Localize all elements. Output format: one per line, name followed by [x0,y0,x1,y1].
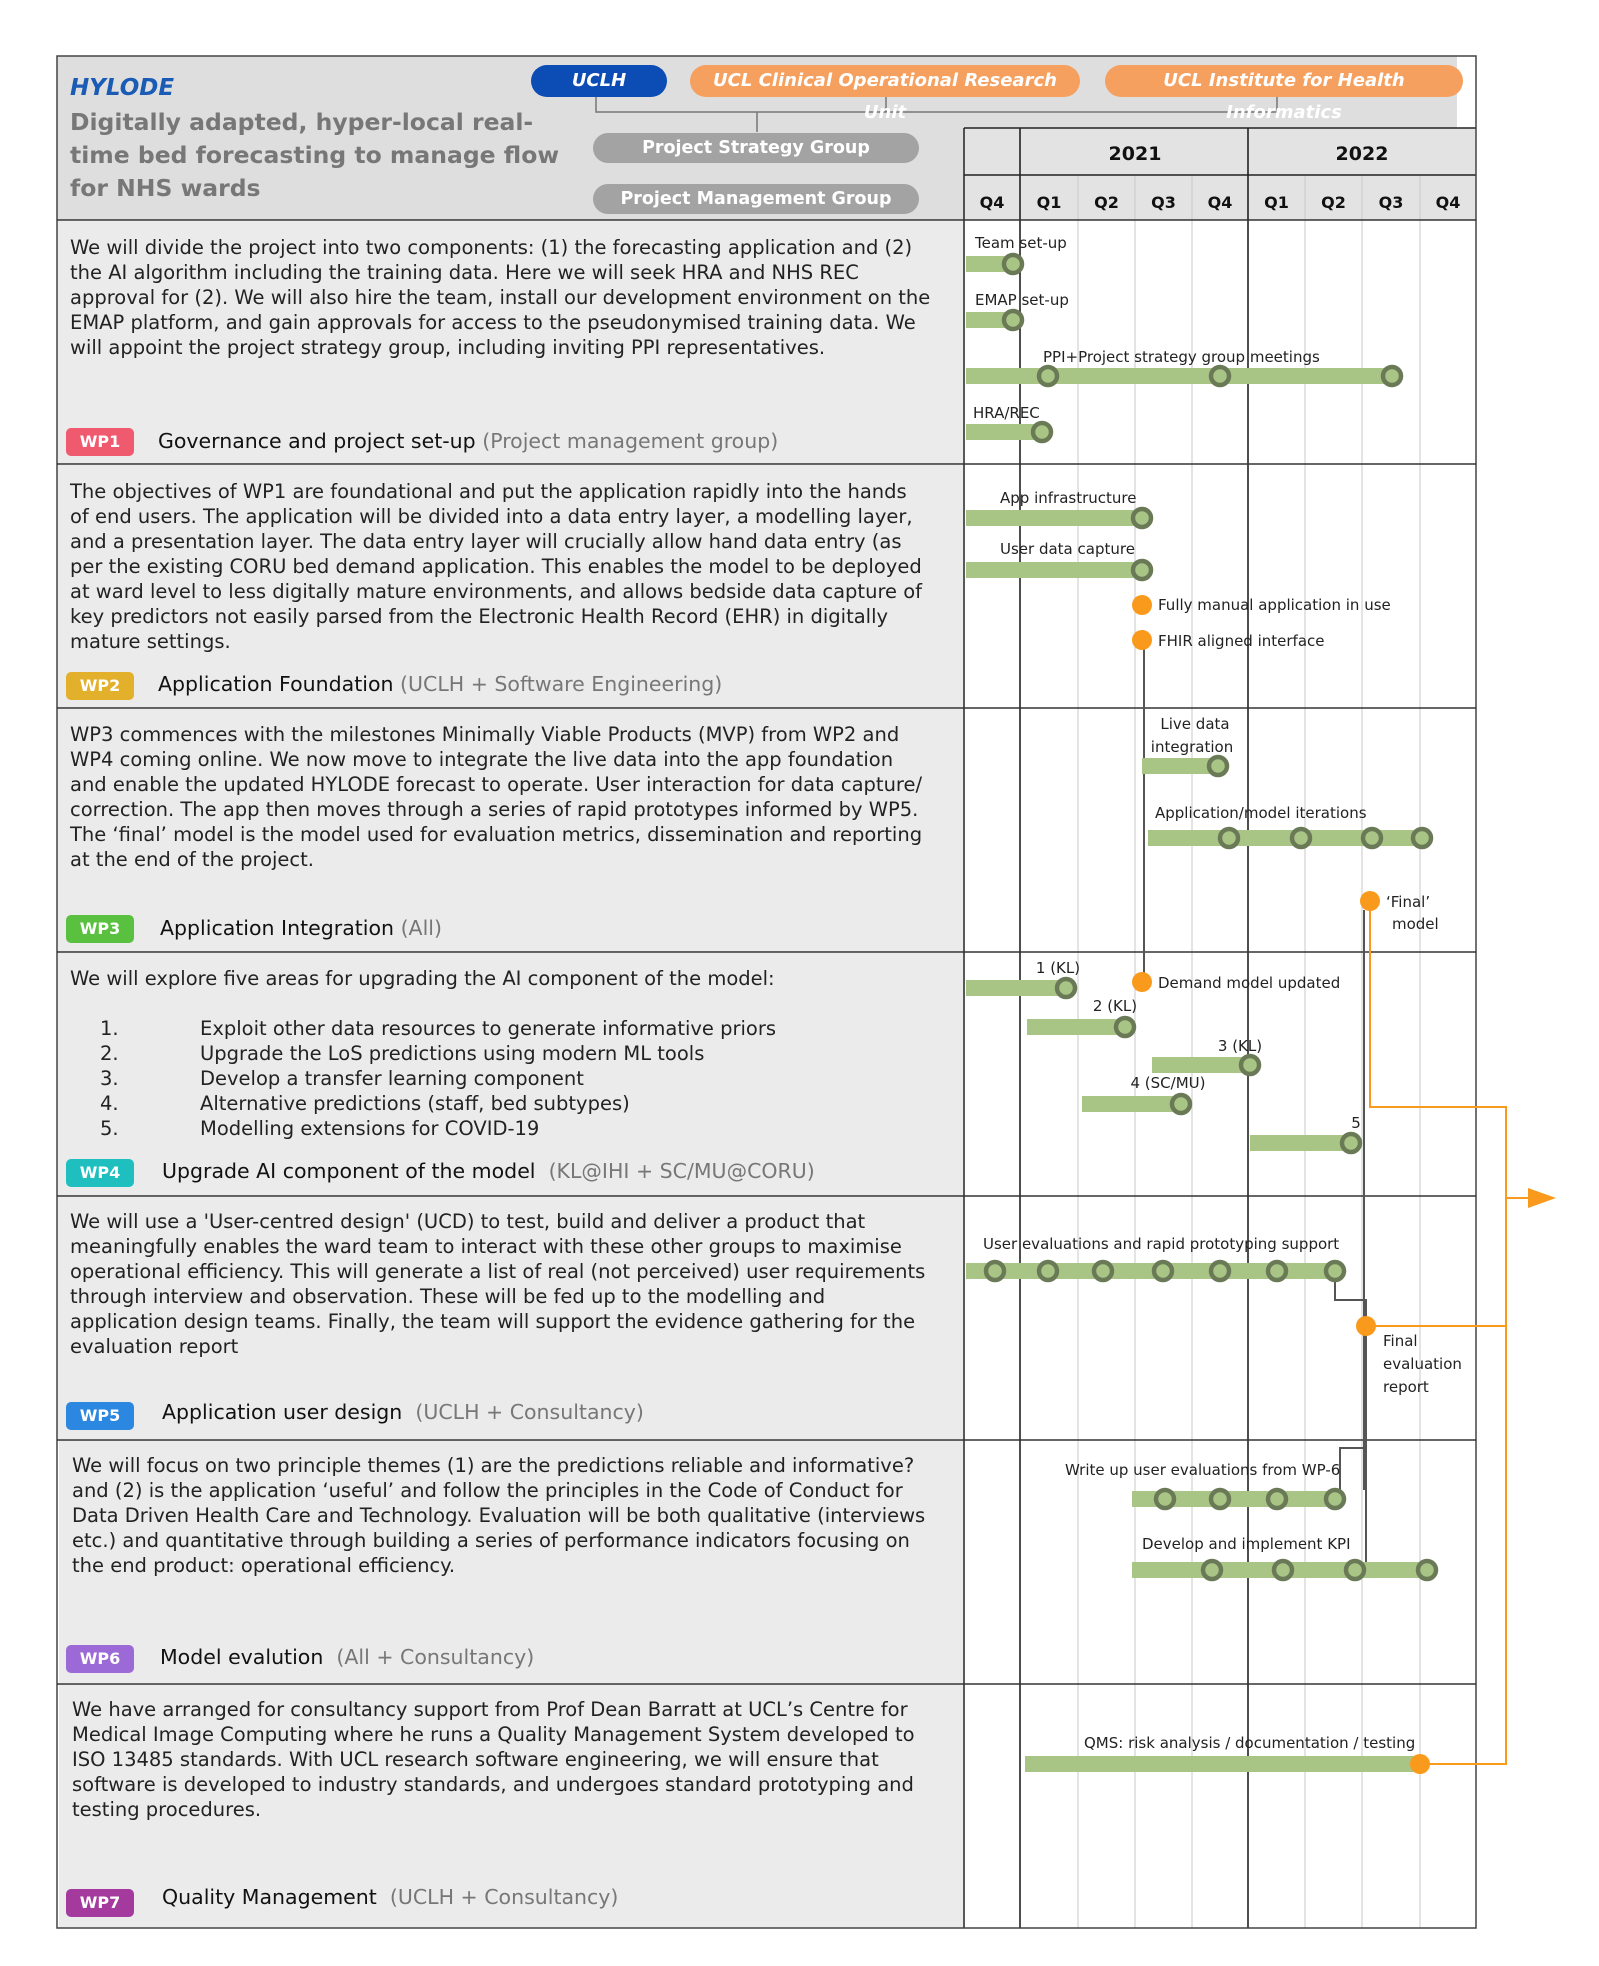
kpi-node [1203,1561,1221,1579]
quarter-label: Q3 [1151,193,1176,212]
wp5-title: Application user design (UCLH + Consultancy) [162,1400,644,1424]
gantt-label: Application/model iterations [1155,804,1367,822]
gantt-borders [57,56,1476,1928]
qms-bar [1025,1756,1420,1772]
ppi-node [1039,367,1057,385]
app-infra-bar [966,510,1142,526]
output-arrow-head [1528,1188,1556,1208]
ai5-node [1342,1134,1360,1152]
list-item: Modelling extensions for COVID-19 [200,1117,540,1140]
gantt-label: Live data [1160,715,1230,733]
ai3-bar [1152,1057,1250,1073]
gantt-label: FHIR aligned interface [1158,632,1325,650]
project-subtitle-line-1: Digitally adapted, hyper-local real- [70,108,534,136]
list-item: Develop a transfer learning component [200,1067,584,1090]
wp7-description: We have arranged for consultancy support from Prof Dean Barratt at UCL’s Centre for Medical Image Computing where he runs a Quality Management System developed to ISO 13485 standards. With UCL research software engineering, we will ensure that software is developed to industry standards, and undergoes standard prototyping and testing procedures. [72,1698,915,1821]
ppi-node [1211,367,1229,385]
user-eval-node [1326,1262,1344,1280]
write-up-node [1211,1490,1229,1508]
gantt-label: Final [1383,1332,1418,1350]
gantt-label: ‘Final’ [1386,893,1431,911]
management-group-pill: Project Management Group [593,184,919,214]
iteration-node [1220,829,1238,847]
ai3-node [1241,1056,1259,1074]
fhir-milestone [1132,630,1152,650]
gantt-label: integration [1150,738,1234,756]
user-eval-node [1268,1262,1286,1280]
iteration-node [1413,829,1431,847]
wp7-badge: WP7 [66,1889,134,1917]
ai4-node [1172,1095,1190,1113]
wp3-title: Application Integration (All) [160,916,442,940]
user-data-node [1133,561,1151,579]
ai1-node [1057,979,1075,997]
gantt-label: HRA/REC [973,404,1040,422]
quarter-label: Q4 [1435,193,1461,212]
gantt-label: evaluation [1383,1355,1462,1373]
gantt-label: 5 [1351,1114,1361,1132]
ai2-node [1116,1018,1134,1036]
wp7-title: Quality Management (UCLH + Consultancy) [162,1885,619,1909]
org-ihi-pill: UCL Institute for Health Informatics [1105,65,1463,97]
wp3-description: WP3 commences with the milestones Minimally Viable Products (MVP) from WP2 and WP4 coming online. We now move to integrate the live data into the app foundation and enable the updated HYLODE forecast to operate. User interaction for data capture/ correction. The app then moves through a series of rapid prototypes informed by WP5. The ‘final’ model is the model used for evaluation metrics, dissemination and reporting at the end of the project. [70,723,923,871]
gantt-label: 3 (KL) [1217,1037,1263,1055]
wp3-badge: WP3 [66,915,134,943]
ai1-bar [966,980,1066,996]
quarter-label: Q1 [1264,193,1289,212]
ppi-node [1383,367,1401,385]
quarter-labels [980,193,1461,212]
ai5-bar [1250,1135,1351,1151]
app-infra-node [1133,509,1151,527]
gantt-label: QMS: risk analysis / documentation / testing [1084,1734,1416,1752]
wp4-description: We will explore five areas for upgrading the AI component of the model: [70,967,775,990]
list-item: Exploit other data resources to generate informative priors [200,1017,777,1040]
list-item: Alternative predictions (staff, bed subtypes) [200,1092,630,1115]
list-number: 4. [100,1092,119,1115]
emap-setup-node [1004,311,1022,329]
wp1-title: Governance and project set-up (Project management group) [158,429,779,453]
write-up-node [1156,1490,1174,1508]
ai4-bar [1082,1096,1181,1112]
user-eval-node [1154,1262,1172,1280]
gantt-label: 2 (KL) [1092,997,1138,1015]
gantt-label: User evaluations and rapid prototyping support [983,1235,1340,1253]
org-coru-pill: UCL Clinical Operational Research Unit [690,65,1080,97]
gantt-label: Fully manual application in use [1158,596,1391,614]
quarter-label: Q1 [1036,193,1062,212]
write-up-node [1326,1490,1344,1508]
gantt-label: User data capture [1000,540,1135,558]
user-eval-node [1039,1262,1057,1280]
user-eval-node [986,1262,1004,1280]
wp2-description: The objectives of WP1 are foundational and put the application rapidly into the hands of end users. The application will be divided into a data entry layer, a modelling layer, and a presentation layer. The data entry layer will crucially allow hand data entry (as per the existing CORU bed demand application. This enables the model to be deployed at ward level to less digitally mature environments, and allows bedside data capture of key predictors not easily parsed from the Electronic Health Record (EHR) in digitally mature settings. [70,480,923,653]
user-eval-node [1211,1262,1229,1280]
gantt-label: model [1392,915,1439,933]
quarter-label: Q4 [1207,193,1233,212]
demand-updated-milestone [1132,972,1152,992]
write-up-node [1268,1490,1286,1508]
gantt-label: Write up user evaluations from WP-6 [1065,1461,1341,1479]
wp2-title: Application Foundation (UCLH + Software Engineering) [158,672,723,696]
manual-app-milestone [1132,595,1152,615]
outer-frame [57,56,1476,1928]
kpi-node [1346,1561,1364,1579]
wp6-title: Model evalution (All + Consultancy) [160,1645,535,1669]
hra-node [1033,423,1051,441]
project-subtitle-line-2: time bed forecasting to manage flow [70,141,560,169]
quarter-label: Q2 [1321,193,1346,212]
iteration-node [1292,829,1310,847]
gantt-label: Team set-up [975,234,1067,252]
live-data-bar [1142,758,1218,774]
list-number: 3. [100,1067,119,1090]
wp6-badge: WP6 [66,1645,134,1673]
wp6-description: We will focus on two principle themes (1) are the predictions reliable and informative? and (2) is the application ‘useful’ and follow the principles in the Code of Conduct for Data Driven Health Care and Technology. Evaluation will be both qualitative (interviews etc.) and quantitative through building a series of performance indicators focusing on the end product: operational efficiency. [72,1454,926,1577]
wp1-badge: WP1 [66,428,134,456]
team-setup-node [1004,255,1022,273]
wp1-description: We will divide the project into two components: (1) the forecasting application and (2) the AI algorithm including the training data. Here we will seek HRA and NHS REC approval for (2). We will also hire the team, install our development environment on the EMAP platform, and gain approvals for access to the pseudonymised training data. We will appoint the project strategy group, including inviting PPI representatives. [70,236,931,359]
final-model-milestone [1360,891,1380,911]
qms-milestone [1410,1754,1430,1774]
kpi-node [1418,1561,1436,1579]
list-number: 1. [100,1017,119,1040]
gantt-label: 4 (SC/MU) [1130,1074,1206,1092]
live-data-node [1209,757,1227,775]
org-uclh-pill: UCLH [531,65,667,97]
quarter-label: Q4 [979,193,1005,212]
wp5-badge: WP5 [66,1402,134,1430]
user-data-bar [966,562,1142,578]
kpi-node [1274,1561,1292,1579]
year-2021-label: 2021 [1108,143,1162,165]
hra-bar [966,424,1042,440]
list-item: Upgrade the LoS predictions using modern ML tools [200,1042,705,1065]
quarter-label: Q2 [1094,193,1119,212]
ppi-bar [966,368,1392,384]
ai2-bar [1027,1019,1125,1035]
gantt-label: Demand model updated [1158,974,1341,992]
wp2-badge: WP2 [66,672,134,700]
user-eval-node [1094,1262,1112,1280]
wp5-description: We will use a 'User-centred design' (UCD) to test, build and deliver a product that meaningfully enables the ward team to interact with these other groups to maximise operational efficiency. This will generate a list of real (not perceived) user requirements through interview and observation. These will be fed up to the modelling and application design teams. Finally, the team will support the evidence gathering for the evaluation report [70,1210,926,1358]
final-eval-milestone [1356,1316,1376,1336]
gantt-label: 1 (KL) [1035,959,1081,977]
wp4-badge: WP4 [66,1159,134,1187]
list-number: 2. [100,1042,119,1065]
list-number: 5. [100,1117,119,1140]
gantt-label: App infrastructure [1000,489,1137,507]
project-title: HYLODE [70,75,175,101]
strategy-group-pill: Project Strategy Group [593,133,919,163]
gantt-label: report [1383,1378,1429,1396]
iteration-node [1363,829,1381,847]
gantt-label: EMAP set-up [975,291,1069,309]
year-2022-label: 2022 [1335,143,1389,165]
project-subtitle-line-3: for NHS wards [70,174,261,202]
gantt-label: PPI+Project strategy group meetings [1043,348,1320,366]
wp4-title: Upgrade AI component of the model (KL@IHI + SC/MU@CORU) [162,1159,815,1183]
quarter-label: Q3 [1378,193,1404,212]
gantt-label: Develop and implement KPI [1142,1535,1351,1553]
